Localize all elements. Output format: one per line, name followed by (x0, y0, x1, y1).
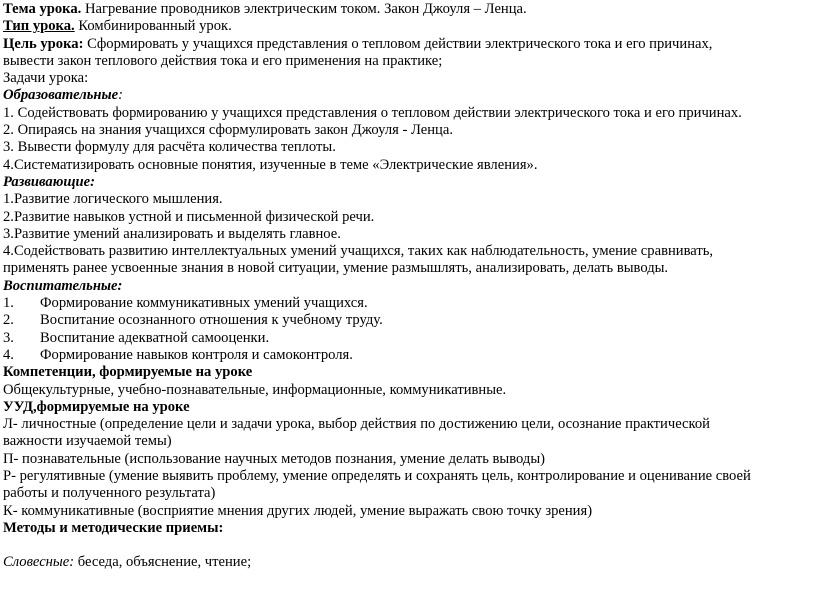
item-number: 3. (3, 329, 14, 346)
uud-regulatory-line-2: работы и полученного результата) (3, 485, 216, 502)
competencies-heading: Компетенции, формируемые на уроке (3, 364, 253, 381)
blank-line (3, 537, 810, 554)
educational-item: 1. Содействовать формированию у учащихся представления о тепловом действии электрического тока и его причинах. (3, 104, 742, 121)
uud-heading: УУД,формируемые на уроке (3, 398, 190, 415)
upbringing-heading: Воспитательные: (3, 277, 123, 294)
verbal-label: Словесные: (3, 554, 75, 571)
goal-label: Цель урока: (3, 35, 84, 52)
upbringing-item (3, 330, 810, 347)
item-number: 4. (3, 346, 14, 363)
methods-heading: Методы и методические приемы: (3, 519, 224, 536)
item-text: Воспитание адекватной самооценки. (40, 329, 270, 346)
uud-cognitive: П- познавательные (использование научных методов познания, умение делать выводы) (3, 450, 545, 467)
uud-regulatory-line-1: Р- регулятивные (умение выявить проблему, умение определять и сохранять цель, контролирование и оценивание своей (3, 468, 751, 485)
developing-item: 3.Развитие умений анализировать и выделять главное. (3, 225, 341, 242)
item-text: Формирование коммуникативных умений учащихся. (40, 295, 368, 312)
lesson-type-text: Комбинированный урок. (74, 18, 232, 35)
developing-item: 1.Развитие логического мышления. (3, 191, 223, 208)
tasks-title: Задачи урока: (3, 70, 89, 87)
uud-personal-line-2: важности изучаемой темы) (3, 433, 172, 450)
upbringing-item (3, 295, 810, 312)
uud-personal-line-1: Л- личностные (определение цели и задачи урока, выбор действия по достижению цели, осознание практической (3, 416, 710, 433)
topic-text: Нагревание проводников электрическим током. Закон Джоуля – Ленца. (81, 1, 527, 17)
lesson-type-label: Тип урока. (3, 18, 75, 35)
uud-communicative: К- коммуникативные (восприятие мнения других людей, умение выражать свою точку зрения) (3, 502, 593, 519)
upbringing-item (3, 312, 810, 329)
lesson-type-line (3, 18, 810, 35)
educational-heading: Образовательные (3, 87, 119, 104)
item-text: Формирование навыков контроля и самоконтроля. (40, 346, 353, 363)
goal-line-1 (3, 36, 810, 53)
methods-verbal-line (3, 554, 810, 571)
item-number: 2. (3, 312, 14, 329)
item-number: 1. (3, 295, 14, 312)
topic-line (3, 1, 810, 18)
upbringing-item (3, 347, 810, 364)
developing-heading: Развивающие: (3, 173, 95, 190)
educational-item: 2. Опираясь на знания учащихся сформулировать закон Джоуля - Ленца. (3, 122, 453, 139)
developing-item-4-line-1: 4.Содействовать развитию интеллектуальных умений учащихся, таких как наблюдательность, умение сравнивать, (3, 243, 714, 260)
educational-item: 4.Систематизировать основные понятия, изученные в теме «Электрические явления». (3, 156, 538, 173)
goal-text-1: Сформировать у учащихся представления о тепловом действии электрического тока и его причинах, (83, 35, 713, 52)
item-text: Воспитание осознанного отношения к учебному труду. (40, 312, 383, 329)
educational-colon: : (118, 87, 123, 104)
educational-item: 3. Вывести формулу для расчёта количества теплоты. (3, 139, 336, 156)
topic-label: Тема урока. (3, 1, 82, 17)
educational-heading-line (3, 87, 810, 104)
verbal-text: беседа, объяснение, чтение; (74, 554, 252, 571)
competencies-text: Общекультурные, учебно-познавательные, информационные, коммуникативные. (3, 381, 507, 398)
developing-item: 2.Развитие навыков устной и письменной физической речи. (3, 208, 375, 225)
developing-item-4-line-2: применять ранее усвоенные знания в новой ситуации, умение размышлять, анализировать, делать выводы. (3, 260, 669, 277)
goal-line-2: вывести закон теплового действия тока и его применения на практике; (3, 52, 443, 69)
